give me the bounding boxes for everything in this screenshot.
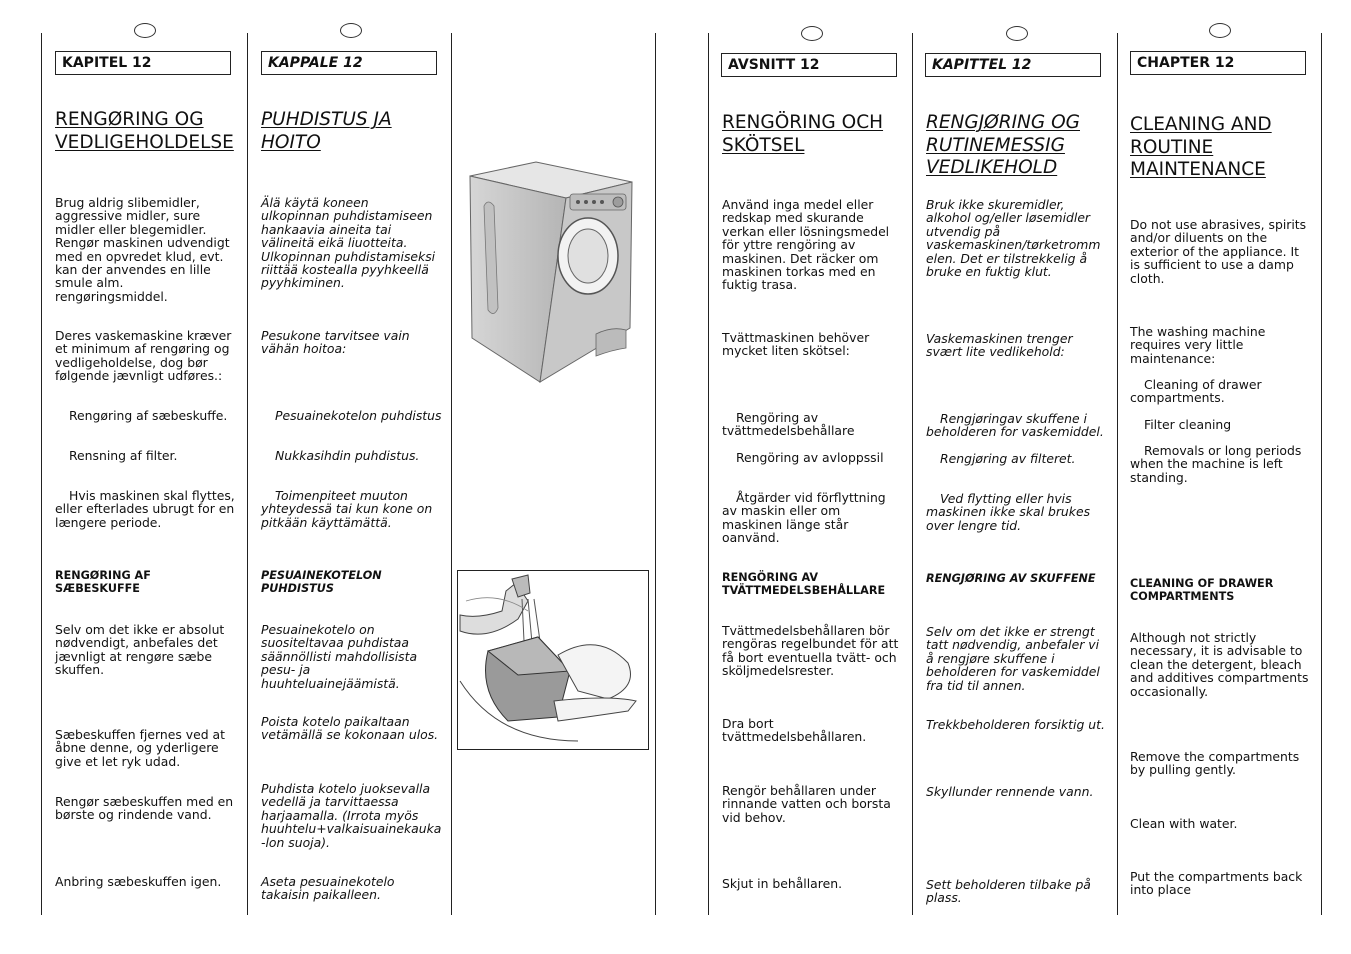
task-item: Rensning af filter. (69, 448, 178, 463)
task-item: Nukkasihdin puhdistus. (275, 448, 420, 463)
task-item: Rengöring av avloppssil (736, 450, 884, 465)
instruction-step: Clean with water. (1130, 816, 1238, 831)
task-item: Cleaning of drawer compartments. (1130, 377, 1262, 406)
column-rule (655, 33, 656, 915)
column-rule (912, 33, 913, 915)
column-rule (247, 33, 248, 915)
section-title: RENGÖRING OCH SKÖTSEL (722, 112, 884, 156)
instruction-step: Remove the compartments by pulling gently. (1130, 749, 1300, 778)
language-flag-icon (1209, 23, 1231, 38)
column-rule (41, 33, 42, 915)
column-rule (1321, 33, 1322, 915)
chapter-label: CHAPTER 12 (1130, 51, 1306, 75)
task-item: Åtgärder vid förflyttning av maskin eller om maskinen länge står oanvänd. (722, 490, 886, 546)
instruction-step: Tvättmedelsbehållaren bör rengöras regelbundet för att få bort eventuella tvätt- och sköljmedelsrester. (722, 623, 899, 679)
section-title: RENGJØRING OG RUTINEMESSIG VEDLIKEHOLD (926, 112, 1080, 178)
chapter-label: AVSNITT 12 (721, 53, 897, 77)
maintenance-needs-text: Deres vaskemaskine kræver et minimum af rengøring og vedligeholdelse, dog bør følgende jævnligt udføres.: (55, 328, 232, 384)
language-flag-icon (1006, 26, 1028, 41)
task-item: Rengjøringav skuffene i beholderen for vaskemiddel. (926, 411, 1104, 440)
instruction-step: Aseta pesuainekotelo takaisin paikalleen. (261, 874, 395, 903)
subsection-heading: RENGØRING AF SÆBESKUFFE (55, 569, 151, 596)
section-title: CLEANING AND ROUTINE MAINTENANCE (1130, 114, 1272, 180)
column-rule (1117, 33, 1118, 915)
language-flag-icon (801, 26, 823, 41)
instruction-step: Puhdista kotelo juoksevalla vedellä ja tarvittaessa harjaamalla. (Irrota myös huuhtelu+valkaisuainekauka -lon suoja). (261, 781, 442, 850)
task-item: Ved flytting eller hvis maskinen ikke skal brukes over lengre tid. (926, 491, 1091, 533)
washing-machine-icon (466, 158, 636, 386)
task-item: Removals or long periods when the machine is left standing. (1130, 443, 1302, 485)
column-rule (451, 33, 452, 915)
subsection-heading: CLEANING OF DRAWER COMPARTMENTS (1130, 577, 1274, 604)
subsection-heading: RENGÖRING AV TVÄTTMEDELSBEHÅLLARE (722, 571, 886, 598)
language-flag-icon (340, 23, 362, 38)
instruction-step: Rengør sæbeskuffen med en børste og rindende vand. (55, 794, 234, 823)
instruction-step: Sett beholderen tilbake på plass. (926, 877, 1091, 906)
maintenance-needs-text: Tvättmaskinen behöver mycket liten skötsel: (722, 330, 870, 359)
task-item: Rengøring af sæbeskuffe. (69, 408, 228, 423)
instruction-step: Rengör behållaren under rinnande vatten och borsta vid behov. (722, 783, 891, 825)
instruction-step: Put the compartments back into place (1130, 869, 1303, 898)
maintenance-needs-text: The washing machine requires very little maintenance: (1130, 324, 1266, 366)
intro-text: Bruk ikke skuremidler, alkohol og/eller løsemidler utvendig på vaskemaskinen/tørketromm elen. Det er tilstrekkelig å bruke en fuktig klut. (926, 197, 1101, 280)
chapter-label: KAPITTEL 12 (925, 53, 1101, 77)
maintenance-needs-text: Vaskemaskinen trenger svært lite vedlikehold: (926, 331, 1073, 360)
washing-machine-illustration (466, 158, 636, 386)
instruction-step: Selv om det ikke er absolut nødvendigt, anbefales det jævnligt at rengøre sæbe skuffen. (55, 622, 225, 678)
instruction-step: Although not strictly necessary, it is advisable to clean the detergent, bleach and additives compartments occasionally. (1130, 630, 1309, 699)
task-item: Filter cleaning (1144, 417, 1232, 432)
task-item: Rengöring av tvättmedelsbehållare (722, 410, 855, 439)
intro-text: Älä käytä koneen ulkopinnan puhdistamiseen hankaavia aineita tai välineitä eikä liuotteita. Ulkopinnan puhdistamiseksi riittää kostealla pyyhkeellä pyyhkiminen. (261, 195, 436, 291)
instruction-step: Sæbeskuffen fjernes ved at åbne denne, og yderligere give et let ryk udad. (55, 727, 225, 769)
instruction-step: Poista kotelo paikaltaan vetämällä se kokonaan ulos. (261, 714, 439, 743)
instruction-step: Skjut in behållaren. (722, 876, 843, 891)
instruction-step: Dra bort tvättmedelsbehållaren. (722, 716, 867, 745)
subsection-heading: RENGJØRING AV SKUFFENE (926, 572, 1096, 585)
instruction-step: Trekkbeholderen forsiktig ut. (926, 717, 1105, 732)
task-item: Hvis maskinen skal flyttes, eller efterlades ubrugt for en længere periode. (55, 488, 235, 530)
instruction-step: Anbring sæbeskuffen igen. (55, 874, 222, 889)
instruction-step: Selv om det ikke er strengt tatt nødvendig, anbefaler vi å rengjøre skuffene i beholderen for vaskemiddel fra tid til annen. (926, 624, 1100, 693)
task-item: Pesuainekotelon puhdistus (275, 408, 442, 423)
chapter-label: KAPITEL 12 (55, 51, 231, 75)
chapter-label: KAPPALE 12 (261, 51, 437, 75)
language-flag-icon (134, 23, 156, 38)
intro-text: Brug aldrig slibemidler, aggressive midler, sure midler eller blegemidler. Rengør maskinen udvendigt med en opvredet klud, evt. kan der anvendes en lille smule alm. rengøringsmiddel. (55, 195, 230, 304)
section-title: RENGØRING OG VEDLIGEHOLDELSE (55, 109, 234, 153)
drawer-under-tap-icon (458, 571, 648, 749)
intro-text: Använd inga medel eller redskap med skurande verkan eller lösningsmedel för yttre rengöring av maskinen. Det räcker om maskinen torkas med en fuktig trasa. (722, 197, 890, 293)
instruction-step: Skyllunder rennende vann. (926, 784, 1094, 799)
section-title: PUHDISTUS JA HOITO (261, 109, 392, 153)
drawer-cleaning-illustration (457, 570, 649, 750)
intro-text: Do not use abrasives, spirits and/or diluents on the exterior of the appliance. It is sufficient to use a damp cloth. (1130, 217, 1307, 286)
subsection-heading: PESUAINEKOTELON PUHDISTUS (261, 569, 382, 596)
maintenance-needs-text: Pesukone tarvitsee vain vähän hoitoa: (261, 328, 410, 357)
task-item: Rengjøring av filteret. (940, 451, 1076, 466)
instruction-step: Pesuainekotelo on suositeltavaa puhdistaa säännöllisti mahdollisista pesu- ja huuhteluainejäämistä. (261, 622, 418, 691)
task-item: Toimenpiteet muuton yhteydessä tai kun kone on pitkään käyttämättä. (261, 488, 433, 530)
column-rule (708, 33, 709, 915)
